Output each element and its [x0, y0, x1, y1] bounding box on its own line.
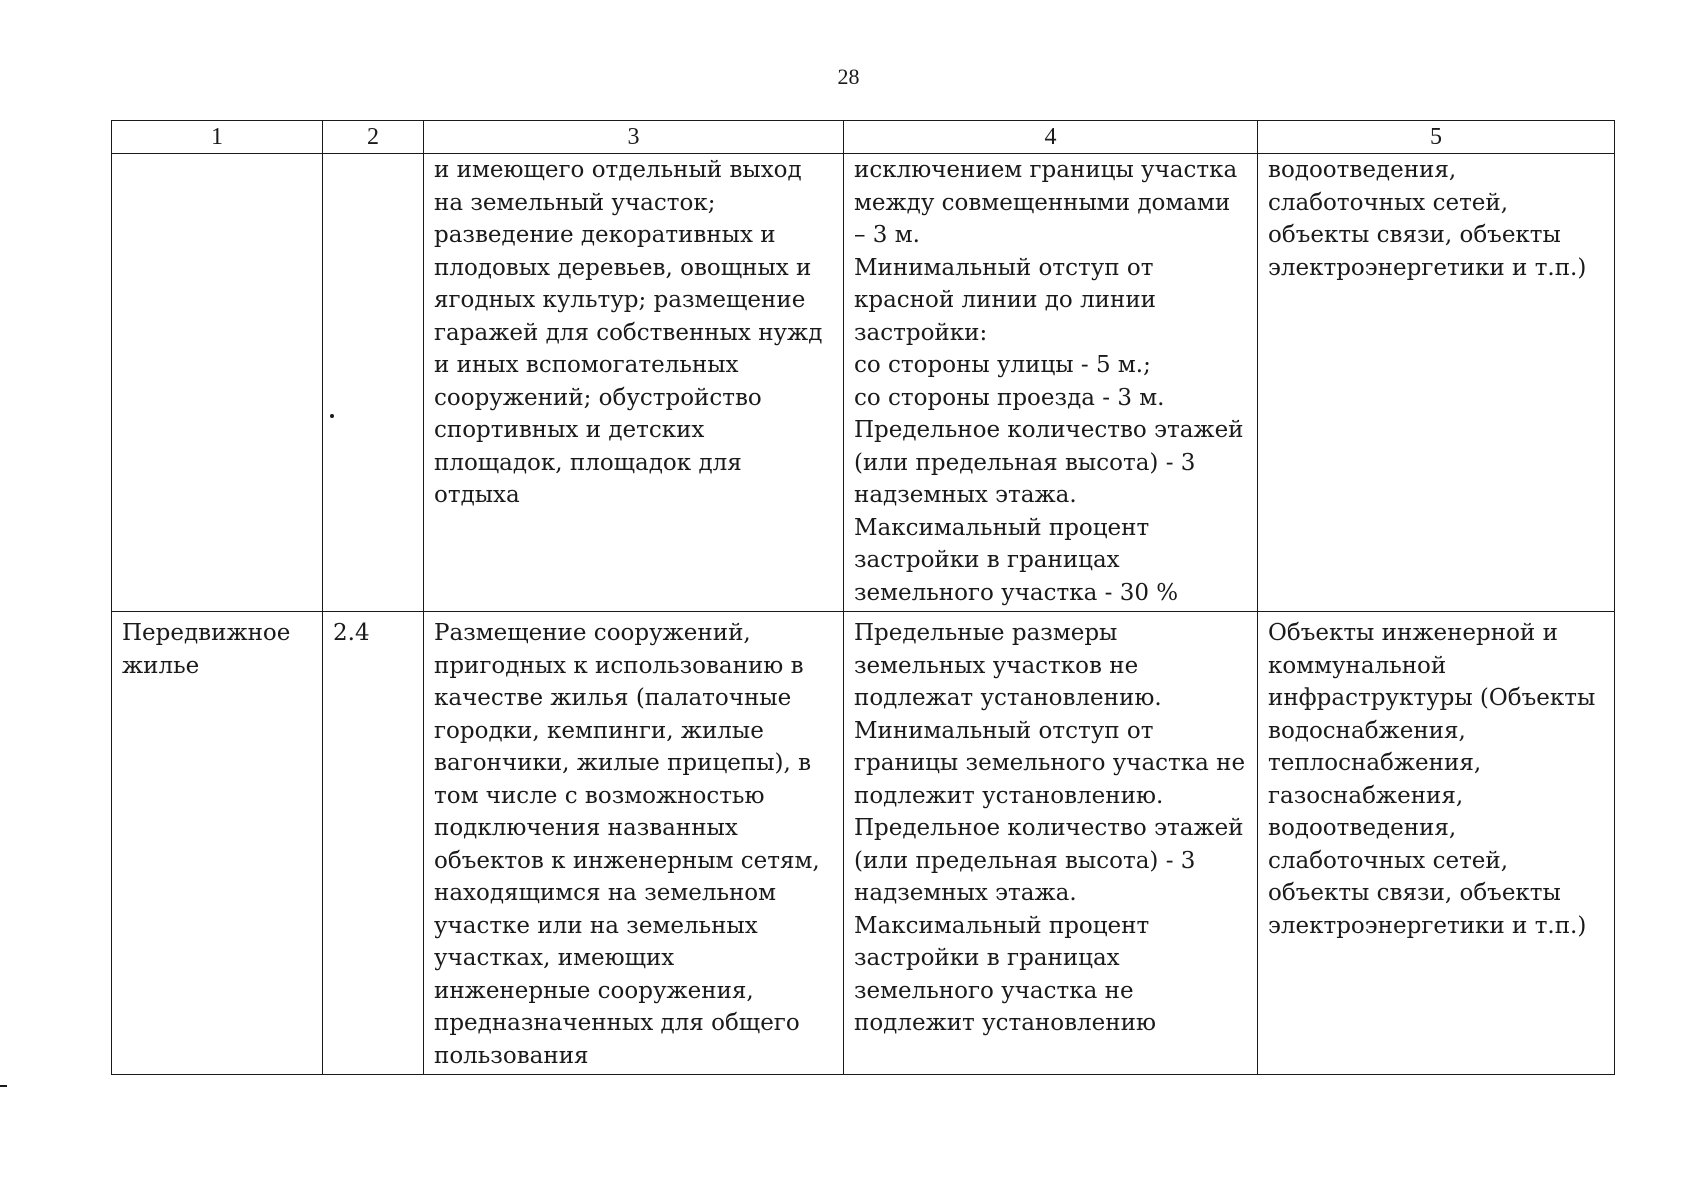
cell-description — [424, 612, 844, 1075]
table-header-row — [112, 121, 1615, 154]
scan-speck — [330, 414, 334, 418]
cell-objects — [1258, 612, 1615, 1075]
cell-use-code-text: 2.4 — [333, 620, 370, 646]
table-row — [112, 154, 1615, 612]
column-header-4: 4 — [844, 121, 1258, 154]
cell-use-name — [112, 154, 323, 612]
cell-objects-text: водоотведения, слаботочных сетей, объекты связи, объекты электроэнергетики и т.п.) — [1268, 157, 1587, 281]
cell-objects — [1258, 154, 1615, 612]
cell-parameters — [844, 612, 1258, 1075]
cell-objects-text: Объекты инженерной и коммунальной инфраструктуры (Объекты водоснабжения, теплоснабжения, газоснабжения, водоотведения, слаботочных сетей, объекты связи, объекты электроэнергетики и т.п.) — [1268, 620, 1596, 939]
cell-use-code — [323, 612, 424, 1075]
column-header-5: 5 — [1258, 121, 1615, 154]
cell-parameters-text: Предельные размеры земельных участков не подлежат установлению. Минимальный отступ от границы земельного участка не подлежит установлению. Предельное количество этажей (или предельная высота) - 3 надземных этажа. Максимальный процент застройки в границах земельного участка не подлежит установлению — [854, 620, 1246, 1036]
page-number: 28 — [837, 64, 860, 89]
margin-mark — [0, 1085, 7, 1087]
cell-description — [424, 154, 844, 612]
cell-use-name — [112, 612, 323, 1075]
column-header-2: 2 — [323, 121, 424, 154]
cell-description-text: и имеющего отдельный выход на земельный участок; разведение декоративных и плодовых деревьев, овощных и ягодных культур; размещение гаражей для собственных нужд и иных вспомогательных сооружений; обустройство спортивных и детских площадок, площадок для отдыха — [434, 157, 823, 508]
zoning-table — [111, 120, 1615, 1075]
table-row — [112, 612, 1615, 1075]
cell-description-text: Размещение сооружений, пригодных к использованию в качестве жилья (палаточные городки, кемпинги, жилые вагончики, жилые прицепы), в том числе с возможностью подключения названных объектов к инженерным сетям, находящимся на земельном участке или на земельных участках, имеющих инженерные сооружения, предназначенных для общего пользования — [434, 620, 820, 1069]
cell-use-name-text: Передвижное жилье — [122, 620, 291, 679]
column-header-1: 1 — [112, 121, 323, 154]
cell-parameters — [844, 154, 1258, 612]
cell-parameters-text: исключением границы участка между совмещенными домами – 3 м. Минимальный отступ от красной линии до линии застройки: со стороны улицы - 5 м.; со стороны проезда - 3 м. Предельное количество этажей (или предельная высота) - 3 надземных этажа. Максимальный процент застройки в границах земельного участка - 30 % — [854, 157, 1244, 606]
column-header-3: 3 — [424, 121, 844, 154]
cell-use-code — [323, 154, 424, 612]
